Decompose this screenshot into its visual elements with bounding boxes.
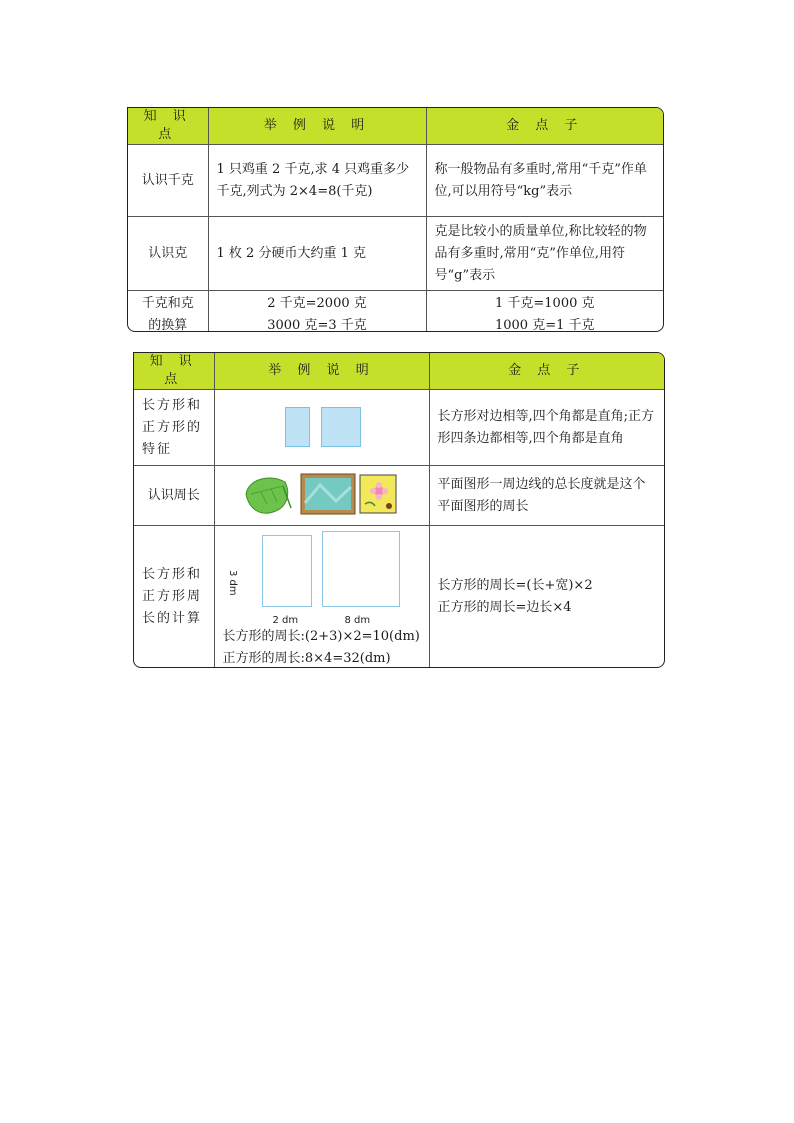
point-conversion: 千克和克 的换算 <box>128 291 208 333</box>
example-perimeter-calc <box>214 526 429 668</box>
square-shape <box>321 407 361 447</box>
tip-line: 1000 克=1 千克 <box>494 318 595 332</box>
tip-kilogram: 称一般物品有多重时,常用“千克”作单位,可以用符号“kg”表示 <box>426 145 663 217</box>
point-gram: 认识克 <box>128 217 208 291</box>
example-gram: 1 枚 2 分硬币大约重 1 克 <box>208 217 426 291</box>
calc-square-line: 正方形的周长:8×4=32(dm) <box>222 651 391 666</box>
tip-perimeter: 平面图形一周边线的总长度就是这个平面图形的周长 <box>429 466 664 526</box>
header-example: 举 例 说 明 <box>214 353 429 390</box>
tip-gram: 克是比较小的质量单位,称比较轻的物品有多重时,常用“克”作单位,用符号“g”表示 <box>426 217 663 291</box>
header-tip: 金 点 子 <box>429 353 664 390</box>
mass-knowledge-table <box>127 107 664 332</box>
point-shape-features: 长方形和 正方形的 特征 <box>134 390 214 466</box>
flower-card-icon <box>359 474 397 514</box>
header-knowledge-point: 知 识 点 <box>128 108 208 145</box>
point-perimeter: 认识周长 <box>134 466 214 526</box>
leaf-icon <box>243 474 293 516</box>
header-knowledge-point: 知 识 点 <box>134 353 214 390</box>
tip-shape-features: 长方形对边相等,四个角都是直角;正方形四条边都相等,四个角都是直角 <box>429 390 664 466</box>
tip-line: 正方形的周长=边长×4 <box>437 599 572 615</box>
point-perimeter-calc: 长方形和 正方形周 长的计算 <box>134 526 214 668</box>
width1-label: 2 dm <box>272 615 299 626</box>
tip-line: 长方形的周长=(长+宽)×2 <box>437 577 593 593</box>
example-kilogram: 1 只鸡重 2 千克,求 4 只鸡重多少千克,列式为 2×4=8(千克) <box>208 145 426 217</box>
example-shapes <box>214 390 429 466</box>
example-line: 2 千克=2000 克 <box>267 296 367 311</box>
tip-conversion <box>426 291 663 333</box>
rectangle-outline <box>262 535 312 607</box>
height-label: 3 dm <box>226 570 238 596</box>
tip-perimeter-calc <box>429 526 664 668</box>
width2-label: 8 dm <box>344 615 371 626</box>
shapes-knowledge-table <box>133 352 665 668</box>
example-line: 3000 克=3 千克 <box>267 318 367 332</box>
square-outline <box>322 531 400 607</box>
header-example: 举 例 说 明 <box>208 108 426 145</box>
header-tip: 金 点 子 <box>426 108 663 145</box>
rectangle-shape <box>285 407 310 447</box>
example-perimeter-images <box>214 466 429 526</box>
calc-rectangle-line: 长方形的周长:(2+3)×2=10(dm) <box>222 629 420 644</box>
framed-picture-icon <box>300 473 356 515</box>
tip-line: 1 千克=1000 克 <box>494 296 595 311</box>
example-conversion <box>208 291 426 333</box>
point-kilogram: 认识千克 <box>128 145 208 217</box>
